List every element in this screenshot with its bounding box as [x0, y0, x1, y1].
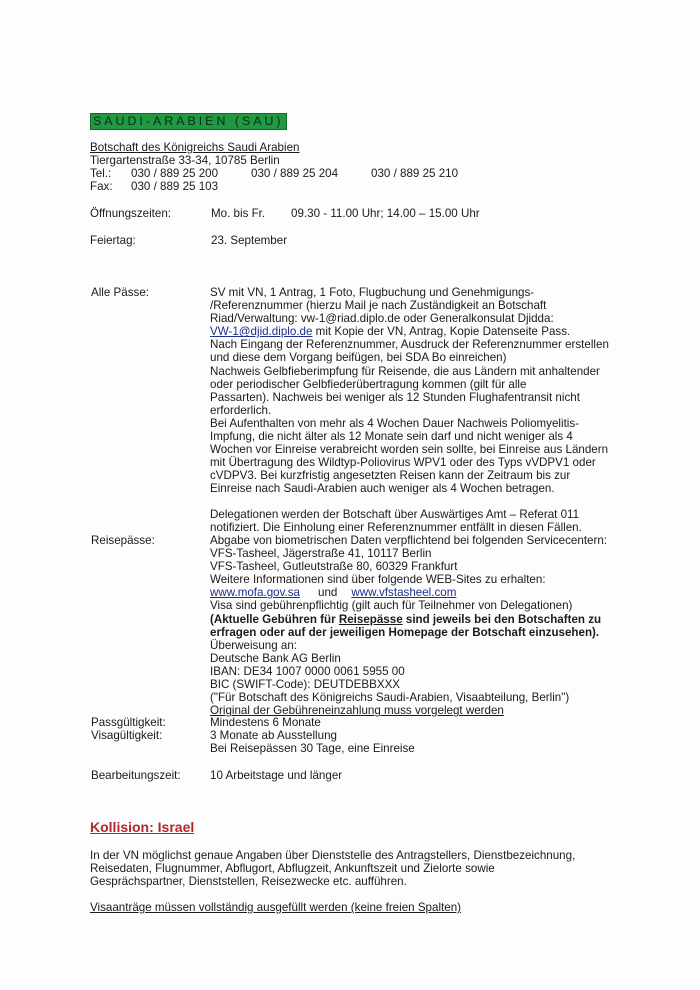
holiday-label: Feiertag: [90, 234, 136, 247]
pass-validity-value: Mindestens 6 Monate [210, 716, 321, 729]
fee-note-part: sind jeweils bei den Botschaften zu [402, 612, 602, 626]
kollision-heading: Kollision: Israel [90, 819, 195, 835]
text-line: cVDPV3. Bei kurzfristig angesetzten Reisen kann der Zeitraum bis zur [210, 469, 571, 483]
visa-validity-value-1: 3 Monate ab Ausstellung [210, 729, 337, 742]
fee-note-part: (Aktuelle Gebühren für [210, 612, 339, 626]
embassy-address: Tiergartenstraße 33-34, 10785 Berlin [90, 154, 280, 167]
text-line: Gesprächspartner, Dienststellen, Reisezwecke etc. aufführen. [90, 875, 407, 889]
text-line: Reisedaten, Flugnummer, Abflugort, Abflugzeit, Ankunftszeit und Zielorte sowie [90, 862, 495, 876]
holiday-value: 23. September [211, 234, 288, 247]
processing-value: 10 Arbeitstage und länger [210, 769, 343, 782]
text-line: SV mit VN, 1 Antrag, 1 Foto, Flugbuchung und Genehmigungs- [210, 286, 535, 299]
text-line: Riad/Verwaltung: vw-1@riad.diplo.de oder Generalkonsulat Djidda: [210, 312, 554, 326]
tel-label: Tel.: [90, 167, 112, 180]
text-line: oder periodischer Gelbfiederübertragung kommen (gilt für alle [210, 377, 527, 391]
delegation-text [210, 508, 602, 534]
reisepaesse-label: Reisepässe: [91, 534, 155, 547]
processing-label: Bearbeitungszeit: [91, 769, 181, 782]
text-line: Visa sind gebührenpflichtig (gilt auch für Teilnehmer von Delegationen) [210, 599, 573, 613]
text-line: Impfung, die nicht älter als 12 Monate sein darf und nicht weniger als 4 [210, 430, 573, 444]
bank-line: Überweisung an: [210, 638, 298, 652]
fee-note-emphasis: Reisepässe [338, 612, 403, 626]
text-line: Wochen vor Einreise verabreicht worden sein sollte, bei Einreise aus Ländern [210, 443, 609, 457]
hours-times: 09.30 - 11.00 Uhr; 14.00 – 15.00 Uhr [291, 207, 480, 220]
tel-number-1: 030 / 889 25 200 [131, 167, 219, 180]
reisepaesse-text [210, 534, 608, 718]
text-line [210, 325, 602, 338]
bank-line: BIC (SWIFT-Code): DEUTDEBBXXX [210, 678, 401, 692]
tel-number-3: 030 / 889 25 210 [371, 167, 459, 180]
text-line: mit Übertragung des Wildtyp-Poliovirus WPV1 oder des Typs vVDPV1 oder [210, 456, 596, 470]
embassy-name: Botschaft des Königreichs Saudi Arabien [90, 141, 300, 154]
text-line: Delegationen werden der Botschaft über Auswärtiges Amt – Referat 011 [210, 508, 580, 521]
text-line: Abgabe von biometrischen Daten verpflichtend bei folgenden Servicecentern: [210, 534, 608, 547]
original-note: Original der Gebühreneinzahlung muss vorgelegt werden [210, 704, 504, 718]
email-link[interactable]: VW-1@djid.diplo.de [210, 325, 313, 339]
bank-line: IBAN: DE34 1007 0000 0061 5955 00 [210, 664, 405, 678]
kollision-text [90, 849, 610, 888]
fax-label: Fax: [90, 180, 113, 193]
fax-number: 030 / 889 25 103 [131, 180, 219, 193]
text-line: notifiziert. Die Einholung einer Referenznummer entfällt in diesen Fällen. [210, 521, 582, 535]
alle-paesse-label: Alle Pässe: [91, 286, 149, 299]
bank-line: Deutsche Bank AG Berlin [210, 651, 341, 665]
text-line: erforderlich. [210, 403, 272, 417]
country-title: SAUDI-ARABIEN (SAU) [90, 113, 287, 130]
text-line: VFS-Tasheel, Gutleutstraße 80, 60329 Frankfurt [210, 560, 458, 574]
hours-days: Mo. bis Fr. [211, 207, 266, 220]
text-line: Passarten). Nachweis bei weniger als 12 Stunden Flughafentransit nicht [210, 390, 580, 404]
mofa-link[interactable]: www.mofa.gov.sa [210, 586, 300, 600]
sites-and: und [318, 586, 338, 600]
email-suffix: mit Kopie der VN, Antrag, Kopie Datenseite Pass. [312, 325, 571, 339]
text-line: /Referenznummer (hierzu Mail je nach Zuständigkeit an Botschaft [210, 299, 547, 313]
text-line: Weitere Informationen sind über folgende WEB-Sites zu erhalten: [210, 573, 546, 587]
visa-validity-value-2: Bei Reisepässen 30 Tage, eine Einreise [210, 742, 415, 755]
fee-note-line-2: erfragen oder auf der jeweiligen Homepage der Botschaft einzusehen). [210, 625, 600, 639]
text-line: Bei Aufenthalten von mehr als 4 Wochen Dauer Nachweis Poliomyelitis- [210, 416, 580, 430]
kollision-note: Visaanträge müssen vollständig ausgefüllt werden (keine freien Spalten) [90, 901, 462, 914]
text-line: VFS-Tasheel, Jägerstraße 41, 10117 Berlin [210, 547, 432, 561]
text-line: und diese dem Vorgang beifügen, bei SDA Bo einreichen) [210, 351, 507, 365]
text-line: In der VN möglichst genaue Angaben über Dienststelle des Antragstellers, Dienstbezeichnung, [90, 849, 576, 862]
text-line [210, 586, 602, 599]
vfs-link[interactable]: www.vfstasheel.com [351, 586, 457, 600]
tel-number-2: 030 / 889 25 204 [251, 167, 339, 180]
text-line: Nach Eingang der Referenznummer, Ausdruck der Referenznummer erstellen [210, 338, 609, 352]
alle-paesse-text [210, 286, 609, 496]
pass-validity-label: Passgültigkeit: [91, 716, 166, 729]
visa-validity-label: Visagültigkeit: [91, 729, 163, 742]
bank-line: ("Für Botschaft des Königreichs Saudi-Arabien, Visaabteilung, Berlin") [210, 691, 570, 705]
text-line: Nachweis Gelbfieberimpfung für Reisende, die aus Ländern mit anhaltender [210, 364, 600, 378]
hours-label: Öffnungszeiten: [90, 207, 171, 220]
text-line: Einreise nach Saudi-Arabien auch weniger als 4 Wochen betragen. [210, 482, 555, 496]
fee-note-line-1 [210, 613, 602, 626]
